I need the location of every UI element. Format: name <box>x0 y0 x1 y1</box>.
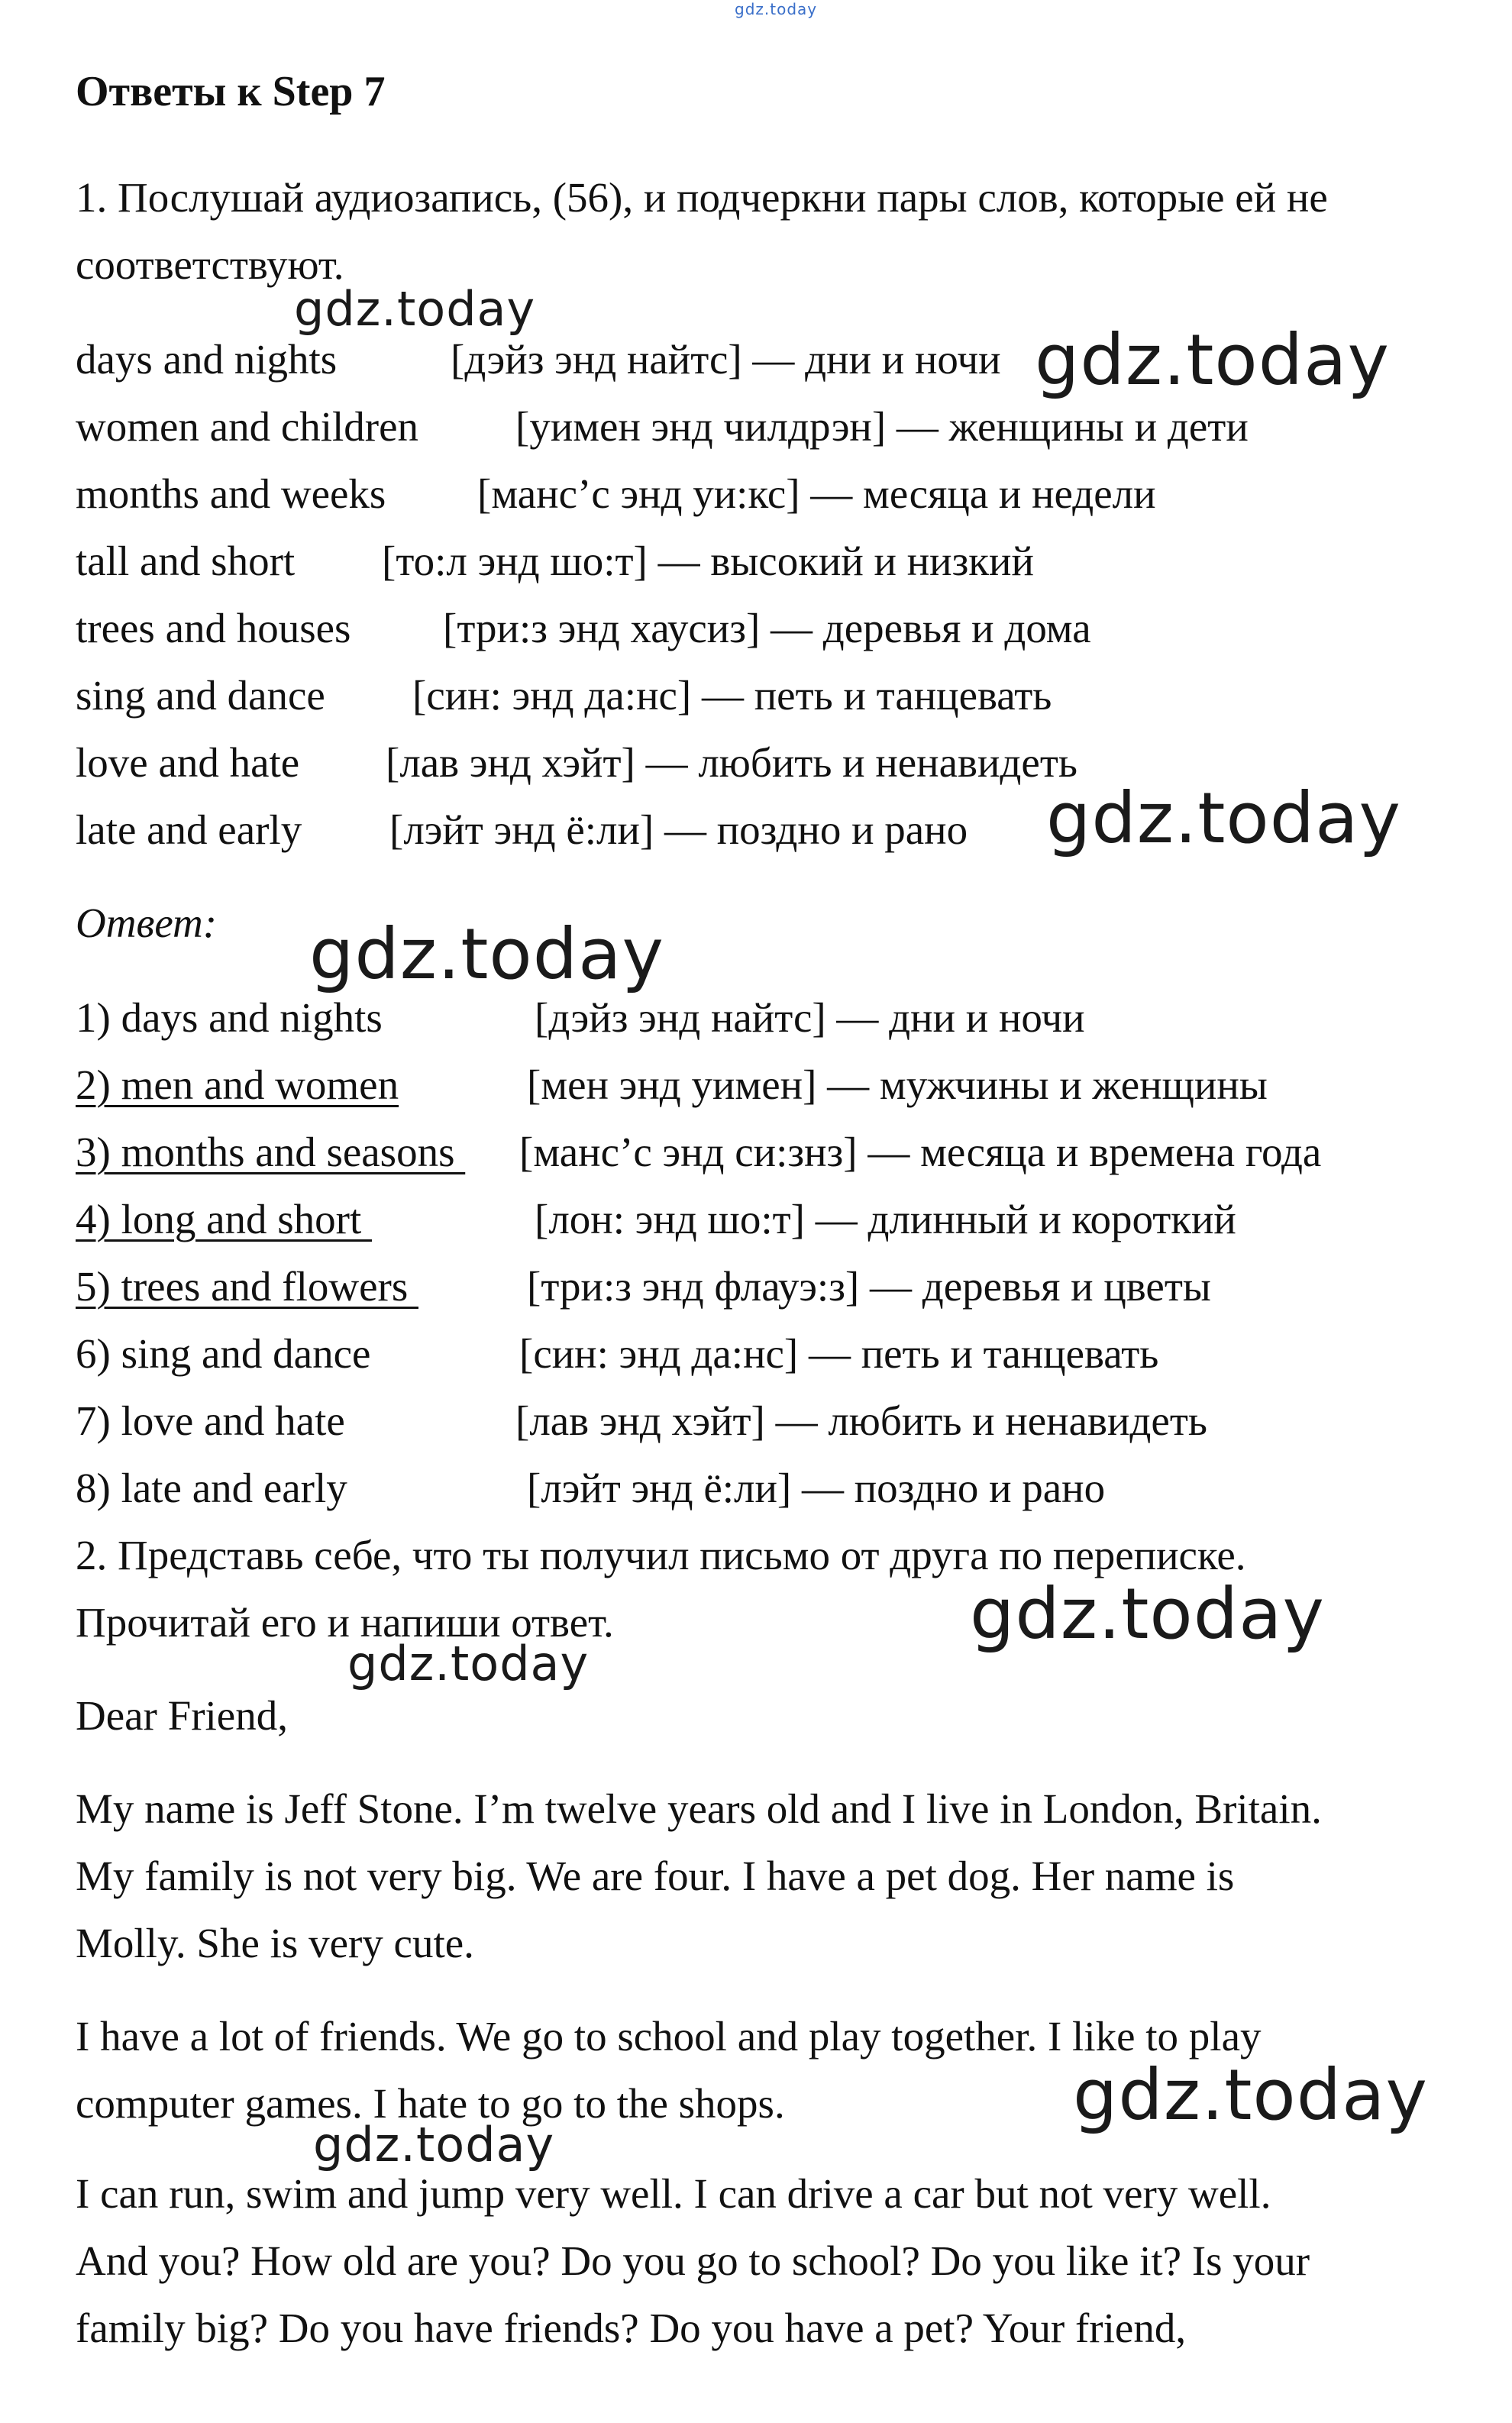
watermark: gdz.today <box>1046 777 1401 859</box>
answer-label: Ответ: <box>76 900 218 946</box>
answer-transcription: [три:з энд флауэ:з] — деревья и цветы <box>527 1263 1211 1310</box>
pair-en: sing and dance <box>76 672 325 719</box>
pair-transcription: [три:з энд хаусиз] — деревья и дома <box>443 605 1091 651</box>
letter-line: computer games. I hate to go to the shops. <box>76 2080 785 2127</box>
answer-transcription: [манс’с энд си:знз] — месяца и времена года <box>519 1129 1322 1175</box>
answer-transcription: [дэйз энд найтс] — дни и ночи <box>535 994 1085 1041</box>
answer-transcription: [лон: энд шо:т] — длинный и короткий <box>535 1196 1236 1242</box>
pair-transcription: [то:л энд шо:т] — высокий и низкий <box>382 538 1034 584</box>
task1-instruction-line2: соответствуют. <box>76 241 344 288</box>
watermark: gdz.today <box>294 281 536 337</box>
pair-transcription: [син: энд да:нс] — петь и танцевать <box>412 672 1052 719</box>
answer-en: 7) love and hate <box>76 1397 345 1444</box>
answer-en-underlined: 5) trees and flowers <box>76 1263 418 1310</box>
pair-transcription: [уимен энд чилдрэн] — женщины и дети <box>515 403 1249 450</box>
pair-en: love and hate <box>76 739 300 786</box>
pair-en: months and weeks <box>76 470 386 517</box>
answer-transcription: [мен энд уимен] — мужчины и женщины <box>527 1061 1268 1108</box>
letter-line: Molly. She is very cute. <box>76 1920 474 1966</box>
pair-transcription: [лав энд хэйт] — любить и ненавидеть <box>386 739 1077 786</box>
watermark: gdz.today <box>347 1636 590 1691</box>
letter-line: family big? Do you have friends? Do you have a pet? Your friend, <box>76 2305 1187 2351</box>
header-watermark: gdz.today <box>735 0 818 18</box>
pair-en: women and children <box>76 403 419 450</box>
answer-en: 6) sing and dance <box>76 1330 371 1377</box>
pair-en: tall and short <box>76 538 296 584</box>
task2-instruction-line2: Прочитай его и напиши ответ. <box>76 1599 614 1646</box>
answer-transcription: [син: энд да:нс] — петь и танцевать <box>519 1330 1159 1377</box>
letter-line: My name is Jeff Stone. I’m twelve years old and I live in London, Britain. <box>76 1785 1322 1832</box>
pair-transcription: [лэйт энд ё:ли] — поздно и рано <box>389 806 968 853</box>
watermark: gdz.today <box>970 1573 1325 1655</box>
pair-en: days and nights <box>76 336 338 383</box>
watermark: gdz.today <box>309 913 664 995</box>
watermark: gdz.today <box>313 2117 555 2173</box>
task2-instruction-line1: 2. Представь себе, что ты получил письмо от друга по переписке. <box>76 1532 1246 1578</box>
letter-line: I can run, swim and jump very well. I can drive a car but not very well. <box>76 2170 1271 2217</box>
pair-en: trees and houses <box>76 605 351 651</box>
answer-en-underlined: 3) months and seasons <box>76 1129 466 1175</box>
letter-salutation: Dear Friend, <box>76 1692 288 1739</box>
watermark: gdz.today <box>1073 2054 1428 2136</box>
answer-en-underlined: 2) men and women <box>76 1061 399 1108</box>
watermark: gdz.today <box>1035 319 1390 401</box>
answer-en-underlined: 4) long and short <box>76 1196 373 1242</box>
answer-en: 1) days and nights <box>76 994 383 1041</box>
letter-line: And you? How old are you? Do you go to school? Do you like it? Is your <box>76 2237 1310 2284</box>
task1-instruction-line1: 1. Послушай аудиозапись, (56), и подчеркни пары слов, которые ей не <box>76 174 1328 221</box>
letter-line: I have a lot of friends. We go to school and play together. I like to play <box>76 2013 1262 2060</box>
page-title: Ответы к Step 7 <box>76 68 386 115</box>
pair-en: late and early <box>76 806 302 853</box>
letter-line: My family is not very big. We are four. I have a pet dog. Her name is <box>76 1853 1235 1899</box>
answer-en: 8) late and early <box>76 1465 347 1511</box>
answer-transcription: [лав энд хэйт] — любить и ненавидеть <box>515 1397 1207 1444</box>
answer-transcription: [лэйт энд ё:ли] — поздно и рано <box>527 1465 1106 1511</box>
pair-transcription: [дэйз энд найтс] — дни и ночи <box>451 336 1001 383</box>
pair-transcription: [манс’с энд уи:кс] — месяца и недели <box>477 470 1156 517</box>
